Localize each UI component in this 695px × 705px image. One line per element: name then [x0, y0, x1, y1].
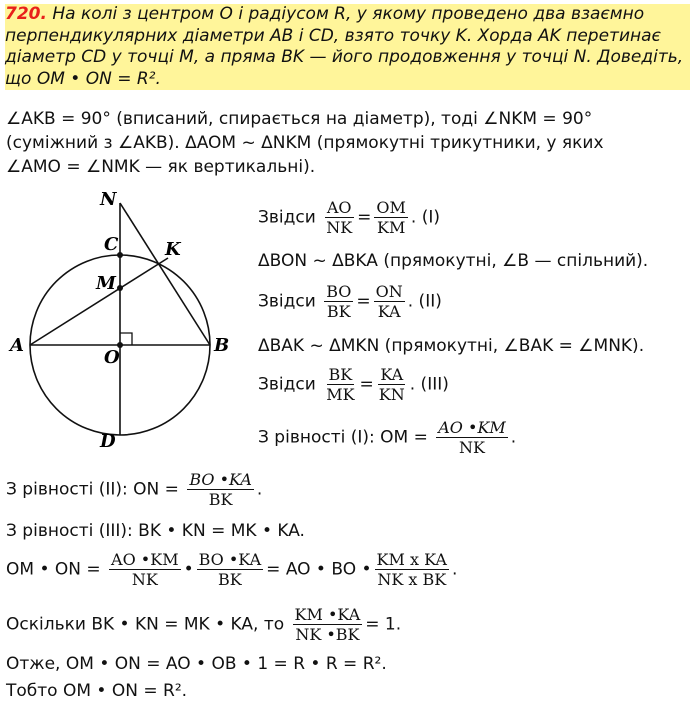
step-8: З рівності (III): BK • KN = MK • KA. [6, 521, 305, 541]
line-bn [120, 203, 210, 345]
chord-ak [30, 258, 168, 345]
problem-statement [5, 4, 690, 90]
point-m [117, 285, 123, 291]
step-3: Звідси $\frac{BO}{BK}$ = $\frac{ON}{KA}$ . (II) [258, 282, 442, 321]
problem-text: На колі з центром O і радіусом R, у якому проведено два взаємно перпендикулярних діаметри AB і CD, взято точку K. Хорда AK перетинає діаметр CD у точці M, а пряма BK — його продовження у точці N. Доведіть, що OM • ON = R². [5, 4, 684, 89]
step-5: Звідси $\frac{BK}{MK}$ = $\frac{KA}{KN}$ . (III) [258, 365, 449, 404]
intro-line-1: ∠AKB = 90° (вписаний, спирається на діаметр), тоді ∠NKM = 90° [6, 109, 593, 129]
geometry-figure [0, 185, 250, 455]
label-n: N [100, 189, 117, 210]
step-6: З рівності (I): OM = $\frac{AO •KM}{NK}$ . [258, 418, 517, 457]
label-c: C [104, 234, 119, 255]
step-7: З рівності (II): ON = $\frac{BO •KA}{BK}$ . [6, 470, 263, 509]
label-o: O [104, 347, 120, 368]
step-9: OM • ON = $\frac{AO •KM}{NK}$ • $\frac{BO •KA}{BK}$ = AO • BO • $\frac{\text{KM x KA}}{\text{NK x BK}}$ . [6, 550, 458, 589]
step-4: ΔBAK ~ ΔMKN (прямокутні, ∠BAK = ∠MNK). [258, 336, 645, 356]
step-10: Оскільки BK • KN = MK • KA, то $\frac{KM •KA}{NK •BK}$ = 1. [6, 605, 402, 644]
label-k: K [165, 239, 181, 260]
intro-line-3: ∠AMO = ∠NMK — як вертикальні). [6, 157, 316, 177]
step-11: Отже, OM • ON = AO • OB • 1 = R • R = R². [6, 654, 387, 674]
label-m: M [96, 273, 116, 294]
label-b: B [214, 335, 230, 356]
step-2: ΔBON ~ ΔBKA (прямокутні, ∠B — спільний). [258, 251, 649, 271]
problem-number: 720. [5, 4, 47, 24]
step-12: Тобто OM • ON = R². [6, 681, 188, 701]
step-1: Звідси $\frac{AO}{NK}$ = $\frac{OM}{KM}$ . (I) [258, 198, 440, 237]
label-d: D [100, 431, 116, 452]
intro-line-2: (суміжний з ∠AKB). ΔAOM ~ ΔNKM (прямокутні трикутники, у яких [6, 133, 604, 153]
label-a: A [10, 335, 24, 356]
